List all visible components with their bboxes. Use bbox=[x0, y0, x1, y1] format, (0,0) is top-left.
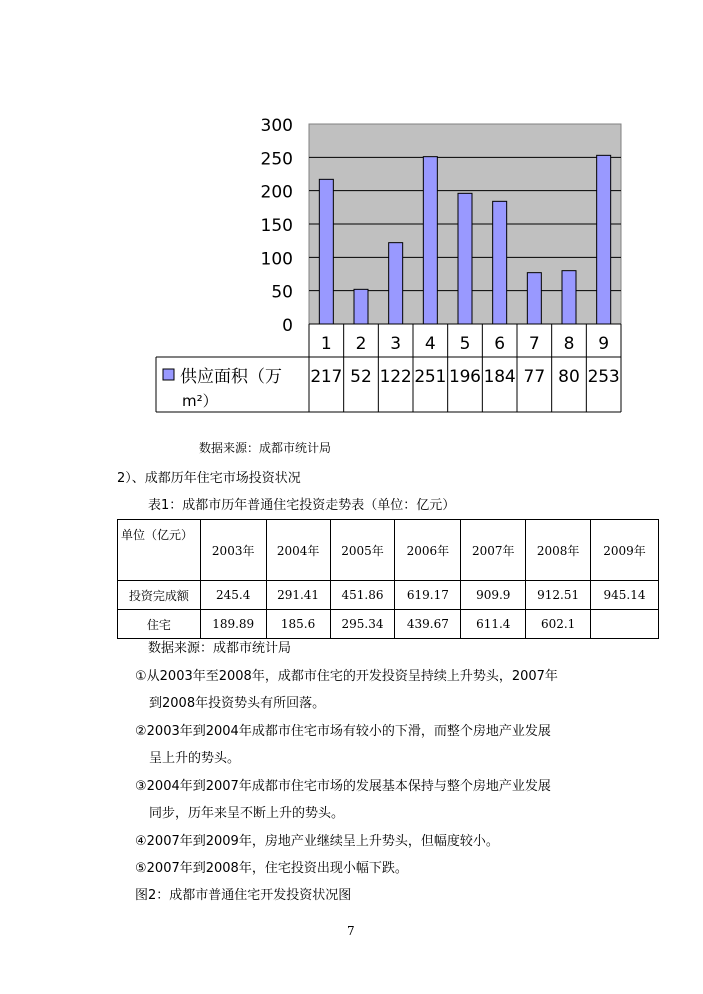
legend-swatch bbox=[163, 369, 174, 380]
paragraph-1-line-2: 到2008年投资势头有所回落。 bbox=[149, 696, 326, 711]
value-label: 122 bbox=[379, 367, 412, 387]
table-cell: 619.17 bbox=[395, 581, 461, 610]
paragraph-2-line-2: 呈上升的势头。 bbox=[149, 751, 241, 766]
header-year: 2008年 bbox=[526, 520, 591, 581]
investment-table bbox=[117, 519, 659, 639]
row-label: 投资完成额 bbox=[118, 581, 201, 610]
y-tick-label: 100 bbox=[260, 249, 293, 270]
category-label: 7 bbox=[528, 334, 540, 354]
table-cell: 451.86 bbox=[330, 581, 395, 610]
row-label: 住宅 bbox=[118, 610, 201, 639]
category-label: 3 bbox=[390, 334, 402, 354]
header-year: 2003年 bbox=[200, 520, 266, 581]
table-cell bbox=[591, 610, 659, 639]
table-source-note: 数据来源：成都市统计局 bbox=[148, 641, 292, 656]
bar bbox=[458, 193, 472, 324]
bar bbox=[597, 155, 611, 324]
supply-area-chart bbox=[0, 0, 703, 420]
page-number: 7 bbox=[347, 924, 355, 938]
y-tick-label: 50 bbox=[271, 282, 293, 303]
value-label: 217 bbox=[310, 367, 343, 387]
category-label: 8 bbox=[563, 334, 575, 354]
y-tick-label: 250 bbox=[260, 149, 293, 170]
category-label: 9 bbox=[598, 334, 610, 354]
category-label: 6 bbox=[494, 334, 506, 354]
paragraph-2-line-1: ②2003年到2004年成都市住宅市场有较小的下滑，而整个房地产业发展 bbox=[135, 724, 551, 739]
section-heading: 2）、成都历年住宅市场投资状况 bbox=[117, 471, 301, 486]
y-tick-label: 200 bbox=[260, 182, 293, 203]
value-label: 52 bbox=[350, 367, 372, 387]
category-label: 2 bbox=[355, 334, 367, 354]
value-label: 251 bbox=[414, 367, 447, 387]
value-label: 196 bbox=[449, 367, 481, 387]
table-cell: 295.34 bbox=[330, 610, 395, 639]
figure-caption: 图2：成都市普通住宅开发投资状况图 bbox=[135, 888, 352, 903]
value-label: 77 bbox=[523, 367, 546, 387]
category-label: 4 bbox=[424, 334, 436, 354]
chart-source-note: 数据来源：成都市统计局 bbox=[199, 441, 332, 455]
y-tick-label: 300 bbox=[260, 116, 293, 136]
value-label: 184 bbox=[483, 367, 516, 387]
bar bbox=[493, 201, 507, 324]
legend-label: 供应面积（万 bbox=[180, 367, 282, 387]
table-cell: 602.1 bbox=[526, 610, 591, 639]
legend-label-unit: m²） bbox=[182, 392, 218, 410]
category-label: 1 bbox=[320, 334, 332, 354]
table-header-row bbox=[118, 520, 659, 581]
value-label: 253 bbox=[587, 367, 620, 387]
bar bbox=[562, 271, 576, 324]
table-cell: 909.9 bbox=[461, 581, 526, 610]
header-year: 2006年 bbox=[395, 520, 461, 581]
table-cell: 912.51 bbox=[526, 581, 591, 610]
header-year: 2009年 bbox=[591, 520, 659, 581]
header-year: 2007年 bbox=[461, 520, 526, 581]
table-cell: 945.14 bbox=[591, 581, 659, 610]
table-cell: 439.67 bbox=[395, 610, 461, 639]
table-cell: 611.4 bbox=[461, 610, 526, 639]
bar bbox=[389, 243, 403, 324]
paragraph-1-line-1: ①从2003年至2008年，成都市住宅的开发投资呈持续上升势头，2007年 bbox=[135, 669, 558, 684]
paragraph-3-line-2: 同步，历年来呈不断上升的势头。 bbox=[149, 806, 345, 821]
paragraph-5: ⑤2007年到2008年，住宅投资出现小幅下跌。 bbox=[135, 861, 408, 876]
table-row bbox=[118, 610, 659, 639]
value-label: 80 bbox=[558, 367, 580, 387]
table-row bbox=[118, 581, 659, 610]
table-caption: 表1：成都市历年普通住宅投资走势表（单位：亿元） bbox=[148, 498, 456, 513]
table-cell: 291.41 bbox=[266, 581, 330, 610]
bar bbox=[354, 289, 368, 324]
y-tick-label: 150 bbox=[260, 216, 293, 236]
header-unit: 单位（亿元） bbox=[118, 520, 201, 581]
bar bbox=[423, 157, 437, 324]
table-cell: 185.6 bbox=[266, 610, 330, 639]
paragraph-3-line-1: ③2004年到2007年成都市住宅市场的发展基本保持与整个房地产业发展 bbox=[135, 779, 551, 794]
header-year: 2004年 bbox=[266, 520, 330, 581]
bar bbox=[527, 273, 541, 324]
table-cell: 245.4 bbox=[200, 581, 266, 610]
paragraph-4: ④2007年到2009年，房地产业继续呈上升势头，但幅度较小。 bbox=[135, 834, 499, 849]
table-cell: 189.89 bbox=[200, 610, 266, 639]
header-year: 2005年 bbox=[330, 520, 395, 581]
bar bbox=[319, 179, 333, 324]
category-label: 5 bbox=[459, 334, 471, 354]
y-tick-label: 0 bbox=[282, 316, 293, 336]
